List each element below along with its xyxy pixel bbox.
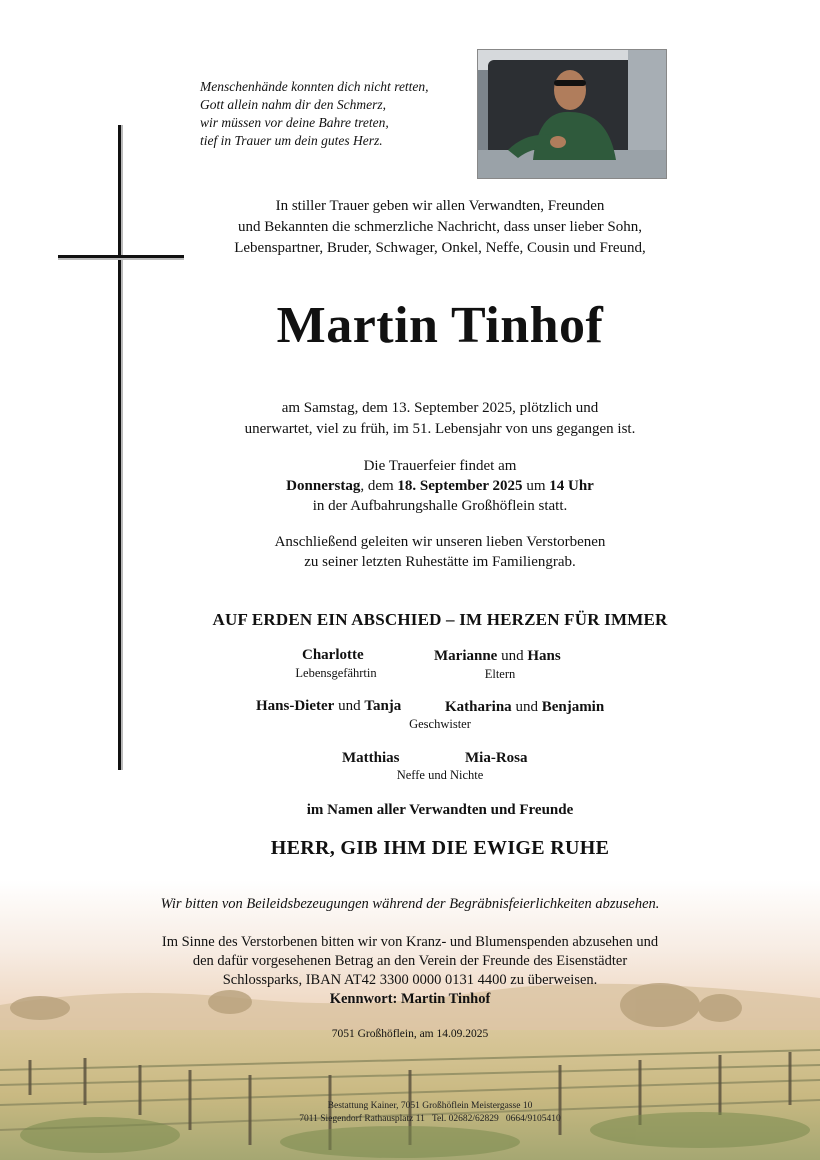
donation-request xyxy=(0,933,820,1009)
poem xyxy=(200,78,470,150)
announcement-line: und Bekannten die schmerzliche Nachricht, dass unser lieber Sohn, xyxy=(237,219,643,235)
burial-text xyxy=(150,532,730,572)
burial-line: zu seiner letzten Ruhestätte im Familiengrab. xyxy=(304,554,576,570)
motto: AUF ERDEN EIN ABSCHIED – IM HERZEN FÜR IMMER xyxy=(212,610,668,629)
partner-name-text: Charlotte xyxy=(302,647,364,663)
funeral-sep: um xyxy=(522,478,550,494)
partner-name xyxy=(302,646,364,664)
cross-vertical-bar xyxy=(118,125,123,770)
funeral-day: Donnerstag xyxy=(286,478,361,494)
place-date: 7051 Großhöflein, am 14.09.2025 xyxy=(331,1028,489,1040)
sibling2a-name: Katharina xyxy=(445,699,512,715)
sibling1a-name: Hans-Dieter xyxy=(256,698,335,714)
death-line: am Samstag, dem 13. September 2025, plötzlich und xyxy=(281,400,599,416)
poem-line: Gott allein nahm dir den Schmerz, xyxy=(200,97,386,112)
death-notice xyxy=(150,398,730,440)
nephew-name-text: Matthias xyxy=(342,750,400,766)
funeral-sep: , dem xyxy=(360,478,398,494)
nephew-name xyxy=(342,749,400,767)
announcement-text xyxy=(150,196,730,259)
parents-role: Eltern xyxy=(484,667,516,681)
funeral-date: 18. September 2025 xyxy=(397,478,523,494)
announcement-line: In stiller Trauer geben wir allen Verwandten, Freunden xyxy=(275,198,605,214)
prayer-line: HERR, GIB IHM DIE EWIGE RUHE xyxy=(270,837,610,859)
poem-line: wir müssen vor deine Bahre treten, xyxy=(200,115,389,130)
donation-line: Schlossparks, IBAN AT42 3300 0000 0131 4400 zu überweisen. xyxy=(222,972,598,988)
donation-line: den dafür vorgesehenen Betrag an den Verein der Freunde des Eisenstädter xyxy=(192,953,628,969)
condolence-request: Wir bitten von Beileidsbezeugungen während der Begräbnisfeierlichkeiten abzusehen. xyxy=(160,896,660,912)
siblings-role: Geschwister xyxy=(409,717,471,731)
poem-line: Menschenhände konnten dich nicht retten, xyxy=(200,79,429,94)
donation-keyword: Kennwort: Martin Tinhof xyxy=(329,991,491,1007)
behalf-line: im Namen aller Verwandten und Freunde xyxy=(306,802,574,818)
funeral-date-line xyxy=(150,476,730,496)
undertaker-info xyxy=(260,1100,600,1126)
poem-line: tief in Trauer um dein gutes Herz. xyxy=(200,133,383,148)
death-line: unerwartet, viel zu früh, im 51. Lebensjahr von uns gegangen ist. xyxy=(244,421,636,437)
burial-line: Anschließend geleiten wir unseren lieben Verstorbenen xyxy=(274,534,606,550)
deceased-name: Martin Tinhof xyxy=(276,297,604,354)
niece-name-text: Mia-Rosa xyxy=(465,750,528,766)
partner-role: Lebensgefährtin xyxy=(295,666,377,680)
and-word: und xyxy=(334,698,365,714)
sibling1-names xyxy=(256,697,401,715)
announcement-line: Lebenspartner, Bruder, Schwager, Onkel, Neffe, Cousin und Freund, xyxy=(234,240,646,256)
funeral-line: Die Trauerfeier findet am xyxy=(363,458,517,474)
sibling1b-name: Tanja xyxy=(364,698,402,714)
niece-name xyxy=(465,749,528,767)
undertaker-line: 7011 Siegendorf Rathausplatz 11 Tel. 02682/62829 0664/9105410 xyxy=(299,1114,561,1124)
and-word: und xyxy=(497,648,528,664)
undertaker-line: Bestattung Kainer, 7051 Großhöflein Meistergasse 10 xyxy=(327,1101,533,1111)
portrait-photo xyxy=(477,49,667,179)
sibling2b-name: Benjamin xyxy=(541,699,605,715)
parents-names xyxy=(434,647,561,665)
parent2-name: Hans xyxy=(527,648,561,664)
funeral-details xyxy=(150,456,730,516)
donation-line: Im Sinne des Verstorbenen bitten wir von Kranz- und Blumenspenden abzusehen und xyxy=(161,934,659,950)
and-word: und xyxy=(511,699,542,715)
funeral-line: in der Aufbahrungshalle Großhöflein statt. xyxy=(312,498,568,514)
parent1-name: Marianne xyxy=(434,648,498,664)
funeral-time: 14 Uhr xyxy=(549,478,594,494)
nephews-role: Neffe und Nichte xyxy=(396,768,484,782)
sibling2-names xyxy=(445,698,604,716)
